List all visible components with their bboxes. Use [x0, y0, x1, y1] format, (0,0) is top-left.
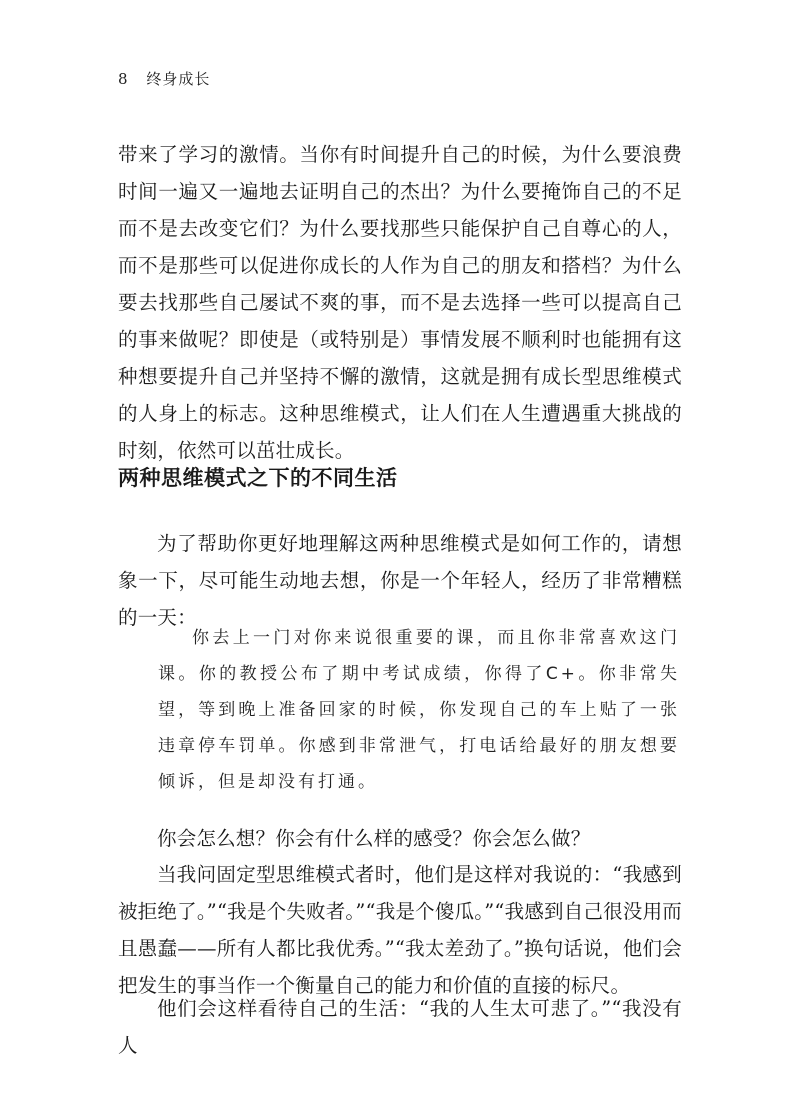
- body-paragraph: 他们会这样看待自己的生活：“我的人生太可悲了。”“我没有人: [118, 997, 682, 1057]
- body-paragraph: 你会怎么想？你会有什么样的感受？你会怎么做？: [157, 827, 591, 850]
- running-head: [118, 68, 210, 89]
- body-paragraph: 当我问固定型思维模式者时，他们是这样对我说的：“我感到被拒绝了。”“我是个失败者。”“我是个傻瓜。”“我感到自己很没用而且愚蠢——所有人都比我优秀。”“我太差劲了。”换句话说，他们会把发生的事当作一个衡量自己的能力和价值的直接的标尺。: [118, 863, 682, 997]
- book-title: 终身成长: [146, 70, 211, 88]
- body-paragraph: 带来了学习的激情。当你有时间提升自己的时候，为什么要浪费时间一遍又一遍地去证明自己的杰出？为什么要掩饰自己的不足而不是去改变它们？为什么要找那些只能保护自己自尊心的人，而不是那些可以促进你成长的人作为自己的朋友和搭档？为什么要去找那些自己屡试不爽的事，而不是去选择一些可以提高自己的事来做呢？即使是（或特别是）事情发展不顺利时也能拥有这种想要提升自己并坚持不懈的激情，这就是拥有成长型思维模式的人身上的标志。这种思维模式，让人们在人生遭遇重大挑战的时刻，依然可以茁壮成长。: [118, 143, 682, 462]
- section-heading: 两种思维模式之下的不同生活: [118, 466, 398, 490]
- block-quote: 你去上一门对你来说很重要的课，而且你非常喜欢这门课。你的教授公布了期中考试成绩，你得了C+。你非常失望，等到晚上准备回家的时候，你发现自己的车上贴了一张违章停车罚单。你感到非常泄气，打电话给最好的朋友想要倾诉，但是却没有打通。: [158, 628, 680, 792]
- page-number: 8: [118, 70, 129, 88]
- body-paragraph: 为了帮助你更好地理解这两种思维模式是如何工作的，请想象一下，尽可能生动地去想，你是一个年轻人，经历了非常糟糕的一天：: [118, 532, 682, 629]
